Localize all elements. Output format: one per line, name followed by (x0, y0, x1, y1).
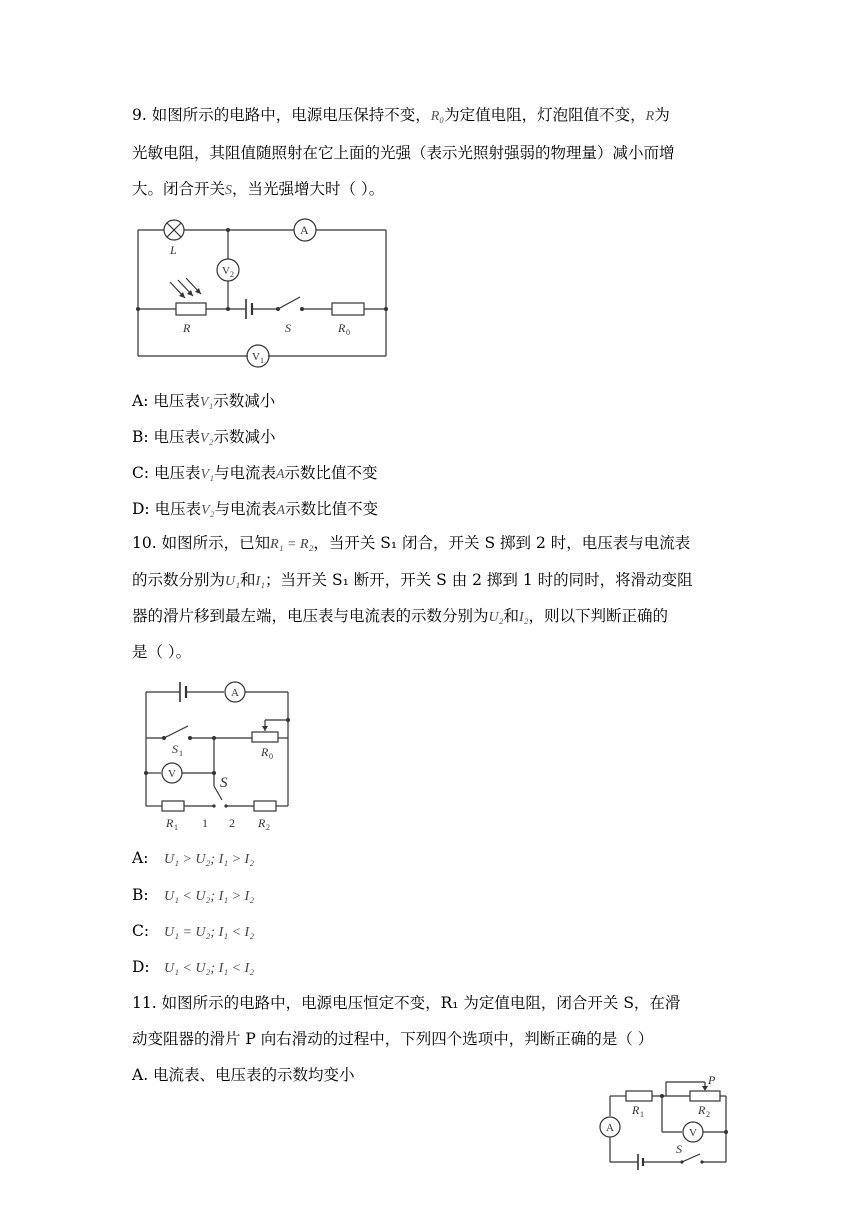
q9-v2-sub: 2 (230, 270, 234, 279)
q9-v1-sub: 1 (260, 356, 264, 365)
option-text: B: 电压表 (132, 428, 201, 446)
q9-r-symbol: R (645, 109, 655, 124)
q9-v2-label: V (222, 265, 230, 277)
q9-r0-label: R (338, 321, 346, 335)
q10-text: ，则以下判断正确的 (528, 607, 669, 625)
q11-voltmeter-label: V (689, 1127, 697, 1139)
q10-ammeter-label: A (231, 687, 239, 699)
q10-text: 和 (503, 607, 520, 625)
option-symbol: V₂ (201, 503, 215, 518)
q9-option-c[interactable] (132, 461, 378, 483)
q9-switch-label: S (285, 321, 291, 335)
q9-lamp-label: L (170, 243, 177, 257)
option-symbol: V₁ (199, 395, 214, 410)
option-label: D: (132, 958, 150, 976)
q10-i2: I₂ (519, 610, 529, 625)
q10-equation: R₁ = R₂ (270, 537, 314, 552)
q9-text: 光敏电阻，其阻值随照射在它上面的光强（表示光照射强弱的物理量）减小而增 (132, 144, 675, 162)
q10-option-b[interactable] (132, 886, 254, 905)
option-text: 示数减小 (213, 392, 276, 410)
option-symbol: A (276, 503, 286, 518)
q11-text: A. 电流表、电压表的示数均变小 (132, 1066, 355, 1084)
option-label: B: (132, 886, 149, 904)
q11-switch-label: S (676, 1142, 682, 1156)
option-text: 与电流表 (213, 464, 276, 482)
q11-line-2 (132, 1027, 653, 1049)
q9-circuit-diagram (128, 214, 408, 374)
q10-terminal-2: 2 (229, 816, 235, 830)
q9-option-b[interactable] (132, 425, 275, 447)
q10-u2: U₂ (488, 610, 504, 625)
q10-i1: I₁ (255, 574, 266, 589)
q9-r0-symbol: R₀ (430, 109, 445, 124)
q10-r2-sub: 2 (266, 823, 270, 830)
q10-s1-sub: 1 (179, 749, 183, 758)
q11-p-label: P (708, 1074, 716, 1087)
option-symbol: A (275, 467, 285, 482)
q9-v1-label: V (252, 351, 260, 363)
q11-r2-sub: 2 (706, 1110, 710, 1119)
q11-r2-label: R (698, 1103, 706, 1117)
q11-circuit-diagram (596, 1074, 736, 1174)
q10-terminal-1: 1 (202, 816, 208, 830)
q9-s-symbol: S (225, 183, 233, 198)
q10-s-label: S (220, 775, 228, 791)
q10-text: 器的滑片移到最左端，电压表与电流表的示数分别为 (132, 607, 489, 625)
q10-circuit-diagram (136, 680, 306, 830)
q9-option-a[interactable] (132, 389, 275, 411)
q11-text: 11. 如图所示的电路中，电源电压恒定不变，R₁ 为定值电阻，闭合开关 S，在滑 (132, 994, 681, 1012)
q10-line-1 (132, 531, 690, 553)
q9-text: 大。闭合开关 (132, 180, 226, 198)
option-text: D: 电压表 (132, 500, 202, 518)
q9-text: 9. 如图所示的电路中，电源电压保持不变， (132, 106, 431, 124)
q11-ammeter-label: A (606, 1122, 614, 1134)
q10-r1-label: R (166, 816, 174, 830)
option-text: 示数比值不变 (285, 500, 379, 518)
q10-s1-label: S (172, 742, 178, 756)
q10-r0-label: R (261, 745, 269, 759)
q11-option-a[interactable] (132, 1063, 355, 1085)
q9-text: ，当光强增大时（ ）。 (232, 180, 385, 198)
option-label: A: (132, 849, 149, 867)
q9-text: 为定值电阻，灯泡阻值不变， (444, 106, 646, 124)
option-text: A: 电压表 (132, 392, 200, 410)
q10-option-c[interactable] (132, 922, 254, 941)
q10-text: 和 (240, 571, 256, 589)
option-math: U₁ = U₂; I₁ < I₂ (164, 925, 255, 940)
q9-r0-sub: 0 (346, 328, 350, 337)
option-math: U₁ < U₂; I₁ > I₂ (164, 889, 255, 904)
q9-r-label: R (183, 321, 191, 335)
option-math: U₁ > U₂; I₁ > I₂ (164, 852, 255, 867)
q11-line-1 (132, 991, 680, 1013)
option-label: C: (132, 922, 150, 940)
q10-r1-sub: 1 (174, 823, 178, 830)
q9-line-2 (132, 141, 675, 163)
q9-ammeter-label: A (300, 223, 309, 237)
q10-text: ，当开关 S₁ 闭合，开关 S 掷到 2 时，电压表与电流表 (313, 534, 691, 552)
q9-line-1 (132, 103, 670, 125)
q10-text: 10. 如图所示，已知 (132, 534, 271, 552)
q10-option-d[interactable] (132, 958, 254, 977)
q10-r0-sub: 0 (269, 752, 273, 761)
q10-text: 的示数分别为 (132, 571, 226, 589)
option-text: 示数减小 (213, 428, 276, 446)
q9-option-d[interactable] (132, 497, 378, 519)
q11-text: 动变阻器的滑片 P 向右滑动的过程中，下列四个选项中，判断正确的是（ ） (132, 1030, 654, 1048)
q10-option-a[interactable] (132, 849, 254, 868)
q10-u1: U₁ (225, 574, 240, 589)
option-math: U₁ < U₂; I₁ < I₂ (164, 961, 255, 976)
q10-text: ；当开关 S₁ 断开，开关 S 由 2 掷到 1 时的同时，将滑动变阻 (265, 571, 693, 589)
option-text: 示数比值不变 (284, 464, 378, 482)
option-symbol: V₂ (200, 431, 214, 446)
q9-line-3 (132, 177, 384, 199)
q10-text: 是（ ）。 (132, 643, 192, 661)
q10-r2-label: R (258, 816, 266, 830)
q11-r1-label: R (632, 1103, 640, 1117)
option-symbol: V₁ (200, 467, 214, 482)
option-text: C: 电压表 (132, 464, 201, 482)
q10-line-2 (132, 568, 693, 590)
q10-line-4 (132, 640, 191, 662)
q10-voltmeter-label: V (168, 768, 176, 780)
q10-line-3 (132, 604, 668, 626)
q9-text: 为 (654, 106, 670, 124)
option-text: 与电流表 (214, 500, 277, 518)
q11-r1-sub: 1 (640, 1110, 644, 1119)
